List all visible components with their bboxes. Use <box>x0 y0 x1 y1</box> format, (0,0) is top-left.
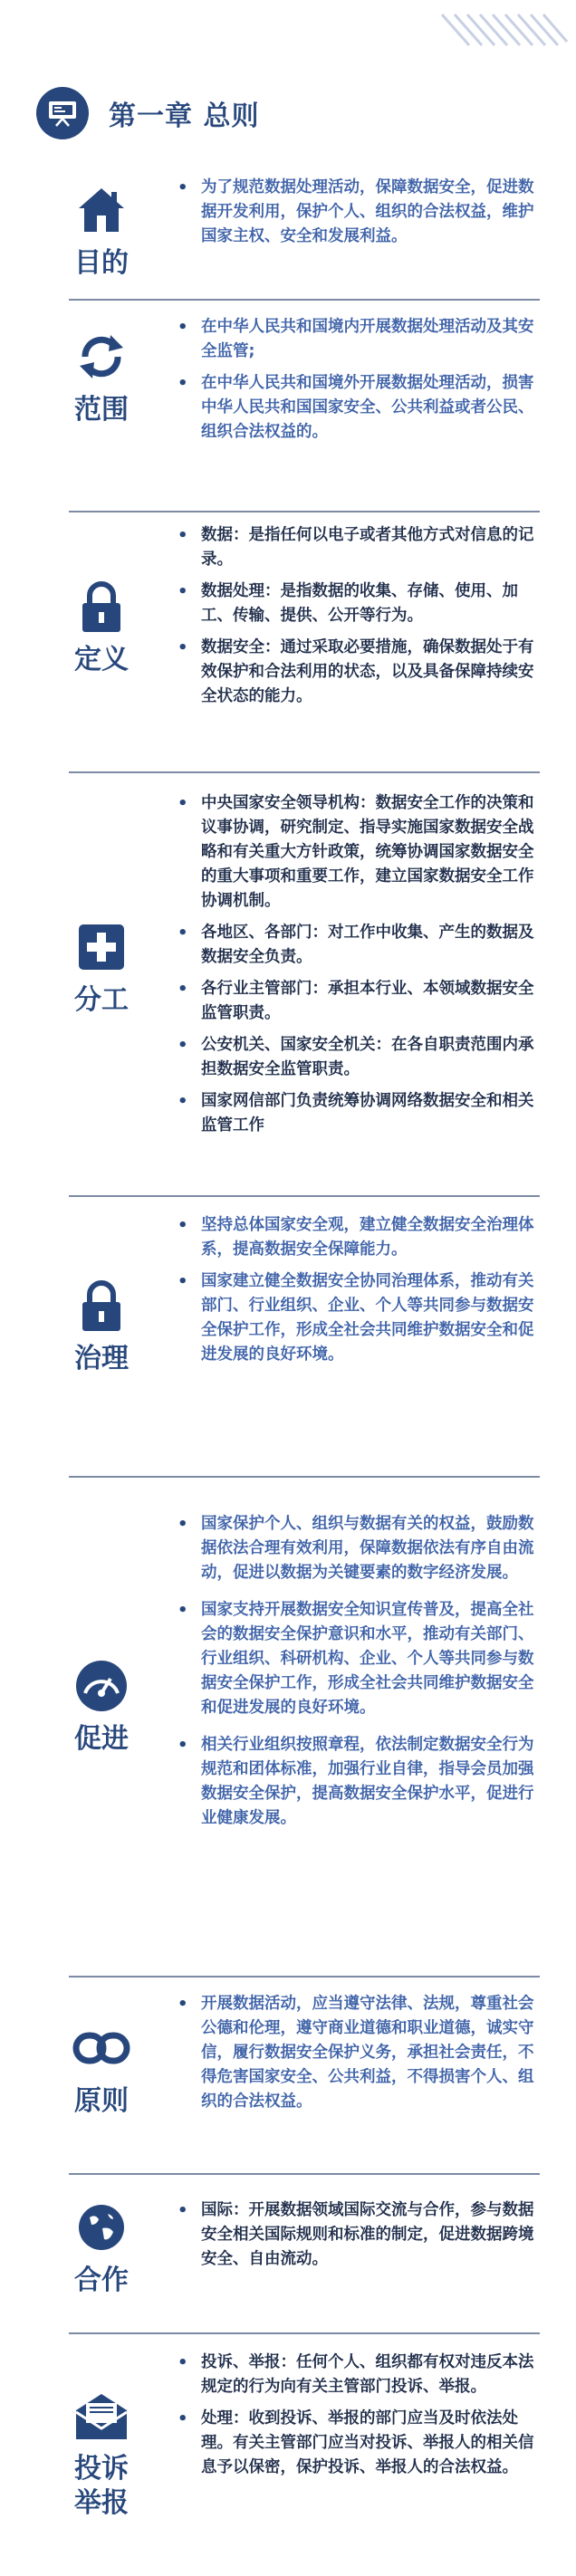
plus-icon <box>72 918 130 976</box>
link-icon <box>72 2019 130 2077</box>
section-label-complaint <box>74 2452 129 2521</box>
section-label-promotion: 促进 <box>74 1723 129 1755</box>
divider <box>69 511 540 512</box>
lock-icon <box>72 578 130 636</box>
divider <box>69 1195 540 1197</box>
list-item: • 投诉、举报：任何个人、组织都有权对违反本法规定的行为向有关主管部门投诉、举报。 <box>178 2351 536 2399</box>
divider <box>69 299 540 301</box>
chapter-title: 第一章 总则 <box>109 101 260 132</box>
list-item: • 各地区、各部门：对工作中收集、产生的数据及数据安全负责。 <box>178 921 536 970</box>
envelope-icon <box>72 2387 130 2445</box>
list-item: • 国家网信部门负责统筹协调网络数据安全和相关监管工作 <box>178 1089 536 1138</box>
divider <box>69 771 540 773</box>
list-item: • 相关行业组织按照章程，依法制定数据安全行为规范和团体标准，加强行业自律，指导会员加强数据安全保护，提高数据安全保护水平，促进行业健康发展。 <box>178 1733 536 1831</box>
list-item: • 数据：是指任何以电子或者其他方式对信息的记录。 <box>178 523 536 572</box>
list-item: • 国家保护个人、组织与数据有关的权益，鼓励数据依法合理有效利用，保障数据依法有序自由流动，促进以数据为关键要素的数字经济发展。 <box>178 1512 536 1585</box>
lock-icon <box>72 1277 130 1335</box>
section-label-division: 分工 <box>74 984 129 1016</box>
section-label-principles: 原则 <box>74 2085 129 2117</box>
list-item: • 在中华人民共和国境内开展数据处理活动及其安全监管; <box>178 315 536 364</box>
globe-icon <box>72 2198 130 2256</box>
section-label-definition: 定义 <box>74 644 129 675</box>
section-label-governance: 治理 <box>74 1343 129 1374</box>
list-item: • 各行业主管部门：承担本行业、本领域数据安全监管职责。 <box>178 977 536 1026</box>
list-item: • 在中华人民共和国境外开展数据处理活动，损害中华人民共和国国家安全、公共利益或者公民、组织合法权益的。 <box>178 371 536 445</box>
home-icon <box>72 181 130 239</box>
decorative-stripes-icon <box>433 9 569 54</box>
section-label-line: 投诉 <box>74 2453 129 2485</box>
list-item: • 中央国家安全领导机构：数据安全工作的决策和议事协调，研究制定、指导实施国家数据安全战略和有关重大方针政策，统筹协调国家数据安全的重大事项和重要工作，建立国家数据安全工作协调机制。 <box>178 791 536 914</box>
list-item: • 为了规范数据处理活动，保障数据安全，促进数据开发利用，保护个人、组织的合法权益，维护国家主权、安全和发展利益。 <box>178 176 536 249</box>
presentation-icon <box>36 87 89 139</box>
divider <box>69 1476 540 1478</box>
section-label-scope: 范围 <box>74 394 129 426</box>
list-item: • 坚持总体国家安全观，建立健全数据安全治理体系，提高数据安全保障能力。 <box>178 1213 536 1262</box>
divider <box>69 1976 540 1977</box>
section-label-purpose: 目的 <box>74 247 129 279</box>
list-item: • 公安机关、国家安全机关：在各自职责范围内承担数据安全监管职责。 <box>178 1033 536 1082</box>
list-item: • 国际：开展数据领域国际交流与合作，参与数据安全相关国际规则和标准的制定，促进数据跨境安全、自由流动。 <box>178 2198 536 2272</box>
list-item: • 国家建立健全数据安全协同治理体系，推动有关部门、行业组织、企业、个人等共同参与数据安全保护工作，形成全社会共同维护数据安全和促进发展的良好环境。 <box>178 1269 536 1367</box>
gauge-icon <box>72 1657 130 1715</box>
section-label-line: 举报 <box>74 2487 129 2519</box>
list-item: • 开展数据活动，应当遵守法律、法规，尊重社会公德和伦理，遵守商业道德和职业道德，诚实守信，履行数据安全保护义务，承担社会责任，不得危害国家安全、公共利益，不得损害个人、组织的合法权益。 <box>178 1992 536 2114</box>
refresh-icon <box>72 328 130 386</box>
divider <box>69 2332 540 2334</box>
list-item: • 国家支持开展数据安全知识宣传普及，提高全社会的数据安全保护意识和水平，推动有关部门、行业组织、科研机构、企业、个人等共同参与数据安全保护工作，形成全社会共同维护数据安全和促进发展的良好环境。 <box>178 1598 536 1720</box>
chapter-header <box>36 87 259 139</box>
list-item: • 数据安全：通过采取必要措施，确保数据处于有效保护和合法利用的状态，以及具备保障持续安全状态的能力。 <box>178 636 536 709</box>
divider <box>69 2173 540 2175</box>
list-item: • 处理：收到投诉、举报的部门应当及时依法处理。有关主管部门应当对投诉、举报人的相关信息予以保密，保护投诉、举报人的合法权益。 <box>178 2407 536 2480</box>
list-item: • 数据处理：是指数据的收集、存储、使用、加工、传输、提供、公开等行为。 <box>178 579 536 628</box>
section-label-cooperation: 合作 <box>74 2265 129 2296</box>
